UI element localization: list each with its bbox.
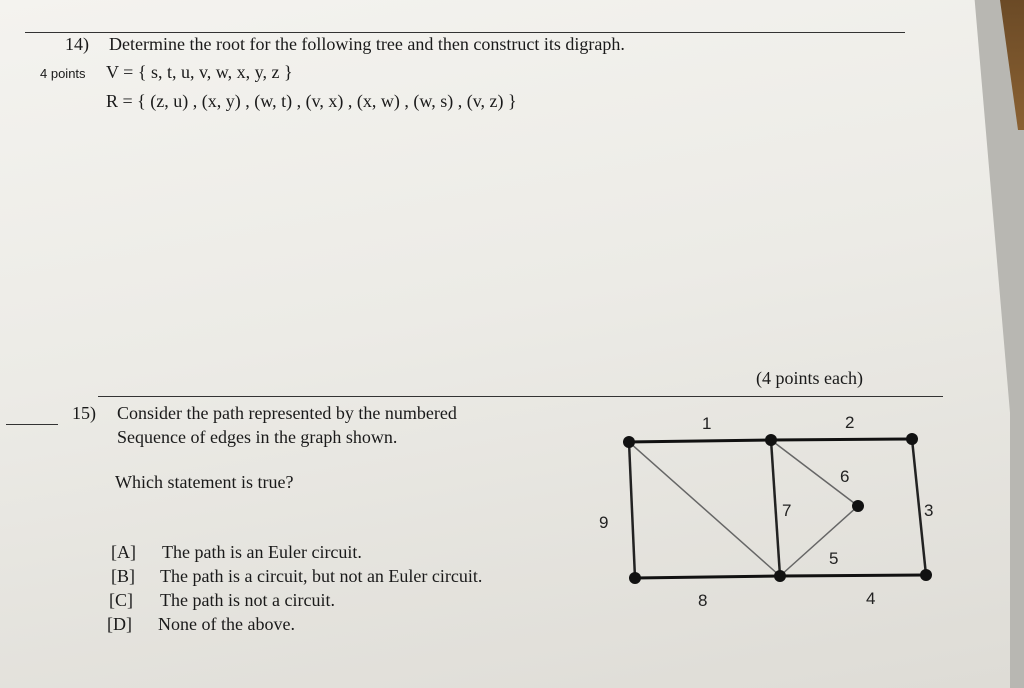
option-text-c: The path is not a circuit. bbox=[160, 590, 335, 610]
euler-path-graph bbox=[590, 400, 950, 620]
edge-8 bbox=[635, 576, 780, 578]
q15-prompt: Which statement is true? bbox=[115, 472, 294, 492]
section-rule bbox=[98, 396, 943, 397]
q14-vertex-set: V = { s, t, u, v, w, x, y, z } bbox=[106, 62, 293, 82]
edge-label-6: 6 bbox=[840, 467, 850, 486]
edge-5 bbox=[780, 506, 858, 576]
option-letter-b: [B] bbox=[111, 566, 135, 586]
vertex-top-left bbox=[623, 436, 635, 448]
q15-number: 15) bbox=[72, 403, 96, 423]
edge-label-8: 8 bbox=[698, 591, 708, 610]
option-text-a: The path is an Euler circuit. bbox=[162, 542, 362, 562]
edge-label-2: 2 bbox=[845, 413, 855, 432]
edge-label-9: 9 bbox=[599, 513, 609, 532]
vertex-bottom-right bbox=[920, 569, 932, 581]
edge-label-1: 1 bbox=[702, 414, 712, 433]
option-text-b: The path is a circuit, but not an Euler circuit. bbox=[160, 566, 483, 586]
edge-4 bbox=[780, 575, 926, 576]
q14-relation-set: R = { (z, u) , (x, y) , (w, t) , (v, x) , (x, w) , (w, s) , (v, z) } bbox=[106, 91, 517, 111]
vertex-bottom-left bbox=[629, 572, 641, 584]
vertex-top-middle bbox=[765, 434, 777, 446]
option-text-d: None of the above. bbox=[158, 614, 295, 634]
edge-diagonal bbox=[629, 442, 780, 576]
edge-label-5: 5 bbox=[829, 549, 839, 568]
option-letter-c: [C] bbox=[109, 590, 133, 610]
vertex-bottom-middle bbox=[774, 570, 786, 582]
q14-number: 14) bbox=[65, 34, 89, 54]
option-letter-a: [A] bbox=[111, 542, 136, 562]
edge-label-3: 3 bbox=[924, 501, 934, 520]
q15-line-2: Sequence of edges in the graph shown. bbox=[117, 427, 398, 447]
vertex-inner-right bbox=[852, 500, 864, 512]
option-letter-d: [D] bbox=[107, 614, 132, 634]
edge-label-4: 4 bbox=[866, 589, 876, 608]
top-rule bbox=[25, 32, 905, 33]
edge-9 bbox=[629, 442, 635, 578]
edge-7 bbox=[771, 440, 780, 576]
section-points-header: (4 points each) bbox=[756, 368, 863, 388]
edge-1 bbox=[629, 440, 771, 442]
edge-2 bbox=[771, 439, 912, 440]
q14-text: Determine the root for the following tree and then construct its digraph. bbox=[109, 34, 625, 54]
q15-line-1: Consider the path represented by the numbered bbox=[117, 403, 457, 423]
vertex-top-right bbox=[906, 433, 918, 445]
q14-points: 4 points bbox=[40, 66, 86, 81]
edge-label-7: 7 bbox=[782, 501, 792, 520]
answer-blank bbox=[6, 424, 58, 425]
